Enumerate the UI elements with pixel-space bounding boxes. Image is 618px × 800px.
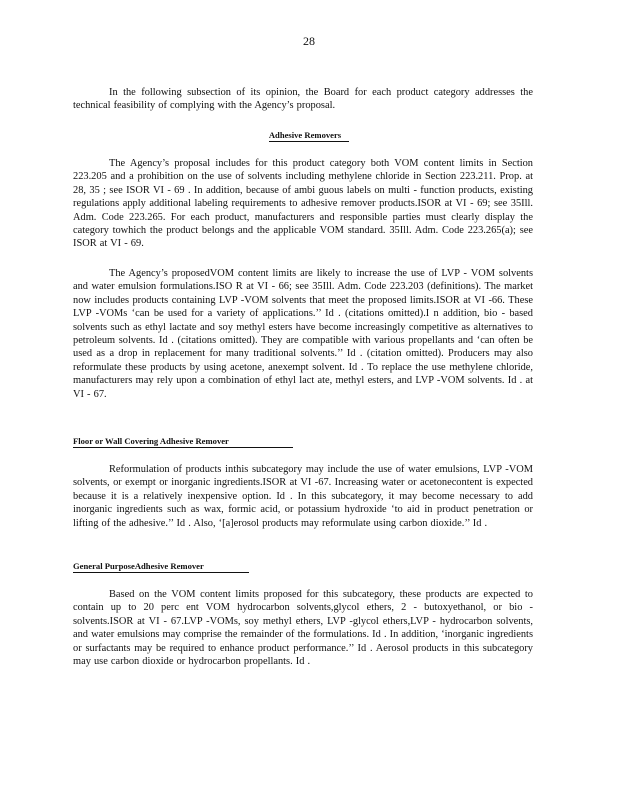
- heading-general-purpose-remover: General PurposeAdhesive Remover: [73, 561, 249, 573]
- paragraph-intro: In the following subsection of its opinion, the Board for each product category addresses the technical feasibility of complying with the Agency’s proposal.: [73, 87, 533, 112]
- paragraph-general-purpose: Based on the VOM content limits proposed for this subcategory, these products are expected to contain up to 20 perc ent VOM hydrocarbon solvents,glycol ethers, 2 - butoxyethanol, or bio - solvents.ISOR at VI - 67.LVP -VOMs, soy methyl ethers, LVP -glycol ethers,LVP - hydrocarbon solvents, and water emulsions may comprise the remainder of the formulations. Id . In addition, ‘inorganic ingredients or surfactants may be required to enhance product performance.’’ Id . Aerosol products in this subcategory may use carbon dioxide or hydrocarbon propellants. Id .: [73, 589, 533, 668]
- page-number: 28: [303, 34, 315, 48]
- paragraph-agency-proposal: The Agency’s proposal includes for this product category both VOM content limits in Section 223.205 and a prohibition on the use of solvents including methylene chloride in Section 223.211. Prop. at 28, 35 ; see ISOR VI - 69 . In addition, because of ambi guous labels on multi - function products, existing regulations apply additional labeling requirements to adhesive remover products.ISOR at VI - 69; see 35Ill. Adm. Code 223.265. For each product, manufacturers and responsible parties must clearly display the category towhich the product belongs and the applicable VOM standard. 35Ill. Adm. Code 223.265(a); see ISOR at VI - 69.: [73, 158, 533, 250]
- paragraph-proposed-vom: The Agency’s proposedVOM content limits are likely to increase the use of LVP - VOM solvents and water emulsion formulations.ISO R at VI - 66; see 35Ill. Adm. Code 223.203 (definitions). The market now includes products containing LVP -VOM solvents that meet the proposed limits.ISOR at VI -66. These LVP -VOMs ‘can be used for a variety of applications.’’ Id . (citations omitted).I n addition, bio - based solvents such as ethyl lactate and soy methyl esters have become increasingly competitive as alternatives to petroleum solvents. Id . (citations omitted). They are compatible with various propellants and ‘can often be used as a drop in replacement for many traditional solvents.’’ Id . (citation omitted). Producers may also reformulate these products by using acetone, anexempt solvent. Id . To replace the use methylene chloride, manufacturers may rely upon a combination of ethyl lact ate, methyl esters, and LVP -VOM solvents. Id . at VI - 67.: [73, 268, 533, 400]
- heading-adhesive-removers: [0, 130, 618, 141]
- heading-floor-wall-remover: Floor or Wall Covering Adhesive Remover: [73, 436, 293, 448]
- heading-adhesive-removers-text: Adhesive Removers: [269, 130, 349, 142]
- paragraph-floor-wall: Reformulation of products inthis subcategory may include the use of water emulsions, LVP -VOM solvents, or exempt or inorganic ingredients.ISOR at VI -67. Increasing water or acetonecontent is expected because it is a relatively inexpensive option. Id . In this subcategory, it may become necessary to add inorganic ingredients such as wax, formic acid, or potassium hydroxide ‘to aid in product penetration or lifting of the adhesive.’’ Id . Also, ‘[a]erosol products may reformulate using carbon dioxide.’’ Id .: [73, 464, 533, 529]
